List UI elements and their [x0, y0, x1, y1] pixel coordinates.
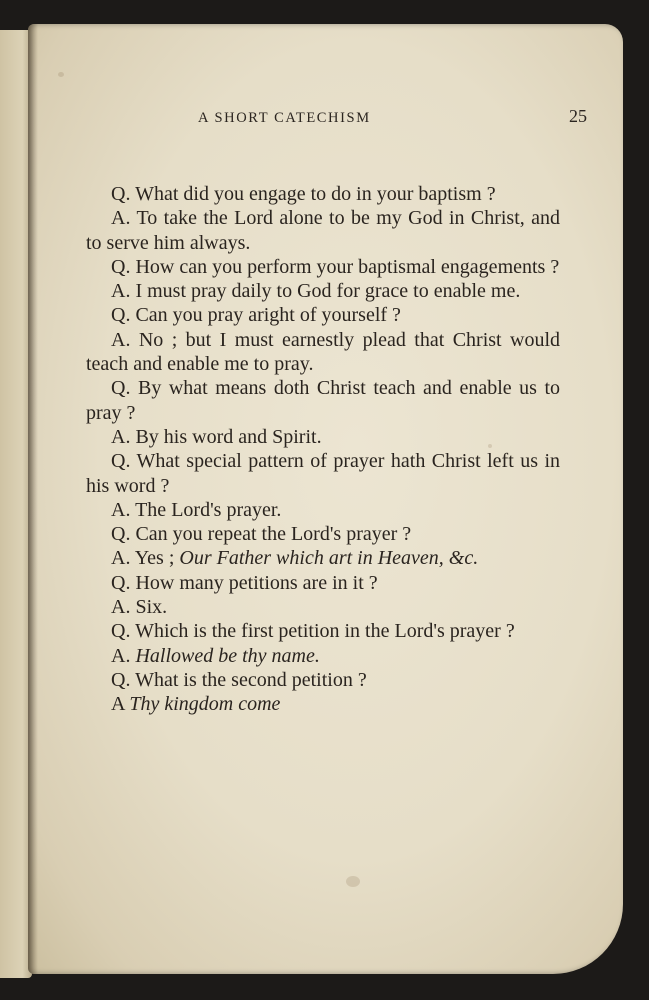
a-label: A. — [111, 328, 131, 351]
question-8 — [86, 619, 560, 643]
a-label: A — [111, 693, 125, 716]
answer-2 — [86, 279, 560, 303]
q-label: Q. — [111, 571, 131, 594]
question-text: What special pattern of prayer hath Christ left us in his word ? — [86, 450, 561, 497]
answer-text: To take the Lord alone to be my God in Christ, and to serve him always. — [86, 207, 561, 254]
q-label: Q. — [111, 183, 131, 205]
question-text: Can you repeat the Lord's prayer ? — [135, 523, 412, 546]
answer-text: No ; but I must earnestly plead that Christ would teach and enable me to pray. — [86, 328, 560, 376]
question-text: Which is the first petition in the Lord's prayer ? — [135, 620, 515, 643]
a-label: A. — [111, 207, 131, 230]
question-2 — [86, 255, 560, 279]
q-label: Q. — [111, 304, 131, 327]
answer-text: I must pray daily to God for grace to enable me. — [135, 280, 521, 303]
answer-text: The Lord's prayer. — [135, 498, 282, 521]
answer-italic-text: Thy kingdom come — [129, 693, 281, 716]
answer-6 — [86, 546, 560, 570]
q-label: Q. — [111, 523, 131, 546]
question-6 — [86, 522, 560, 546]
answer-text: Six. — [135, 596, 168, 619]
question-text: What is the second petition ? — [135, 668, 367, 691]
a-label: A. — [111, 547, 131, 570]
answer-9 — [86, 692, 560, 716]
answer-4 — [86, 425, 560, 449]
answer-1 — [86, 206, 560, 255]
a-label: A. — [111, 644, 131, 667]
question-text: How can you perform your baptismal engagements ? — [135, 255, 560, 278]
a-label: A. — [111, 596, 131, 619]
answer-italic-text: Our Father which art in Heaven, &c. — [179, 547, 479, 570]
a-label: A. — [111, 425, 131, 448]
q-label: Q. — [111, 255, 131, 278]
running-header — [198, 106, 587, 130]
question-text: Can you pray aright of yourself ? — [135, 304, 401, 327]
question-9 — [86, 668, 560, 692]
question-1 — [86, 182, 560, 206]
q-label: Q. — [111, 450, 131, 473]
paper-speck — [346, 876, 360, 887]
answer-text: By his word and Spirit. — [135, 425, 322, 448]
q-label: Q. — [111, 668, 131, 691]
question-3 — [86, 303, 560, 327]
page-gutter-shadow — [28, 24, 38, 974]
a-label: A. — [111, 280, 131, 303]
question-text: What did you engage to do in your baptism ? — [135, 183, 496, 205]
answer-8 — [86, 644, 560, 668]
answer-text: Yes ; — [134, 547, 175, 570]
answer-7 — [86, 595, 560, 619]
question-text: How many petitions are in it ? — [135, 571, 378, 594]
question-4 — [86, 376, 560, 425]
answer-italic-text: Hallowed be thy name. — [135, 644, 320, 667]
q-label: Q. — [111, 620, 131, 643]
paper-speck — [58, 72, 64, 77]
running-header-title: A SHORT CATECHISM — [198, 110, 371, 126]
answer-3 — [86, 328, 560, 377]
catechism-text — [86, 182, 560, 717]
question-7 — [86, 571, 560, 595]
question-text: By what means doth Christ teach and enable us to pray ? — [86, 377, 561, 424]
answer-5 — [86, 498, 560, 522]
page-number: 25 — [569, 106, 587, 126]
a-label: A. — [111, 498, 131, 521]
question-5 — [86, 449, 560, 498]
q-label: Q. — [111, 377, 131, 400]
